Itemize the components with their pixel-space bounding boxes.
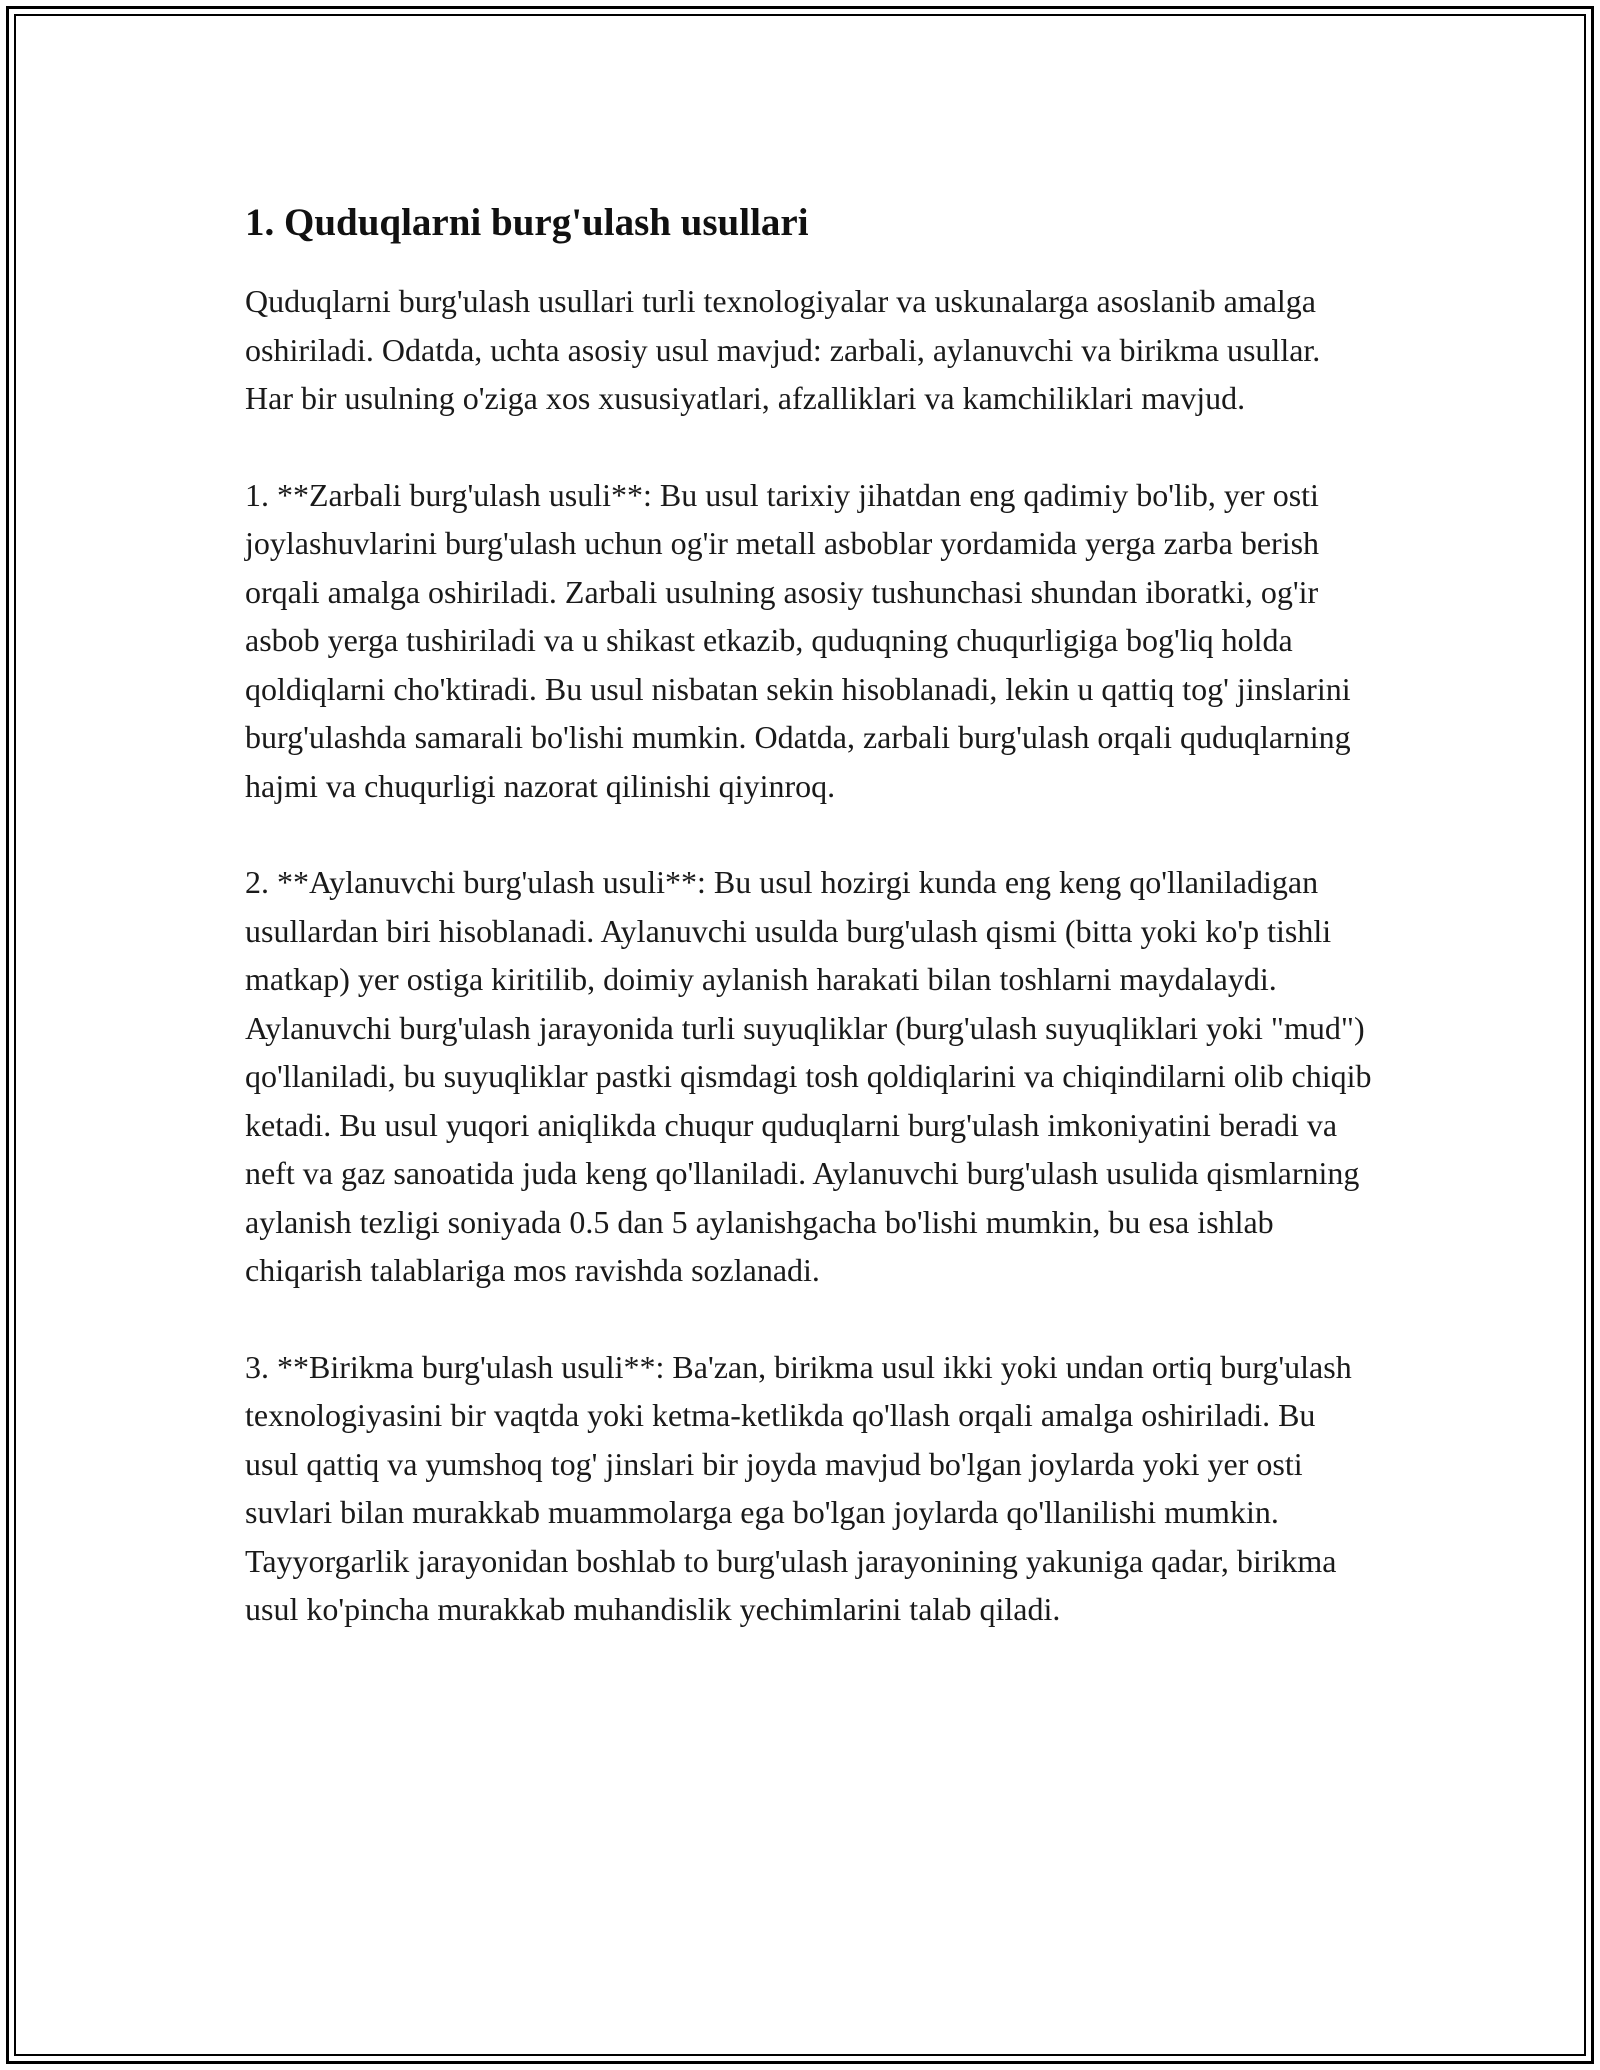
intro-paragraph: Quduqlarni burg'ulash usullari turli texnologiyalar va uskunalarga asoslanib amalga oshiriladi. Odatda, uchta asosiy usul mavjud: zarbali, aylanuvchi va birikma usullar. Har bir usulning o'ziga xos xususiyatlari, afzalliklari va kamchiliklari mavjud.: [245, 283, 1321, 416]
paragraph-rotary-drilling: 2. **Aylanuvchi burg'ulash usuli**: Bu usul hozirgi kunda eng keng qo'llaniladigan usullardan biri hisoblanadi. Aylanuvchi usulda burg'ulash qismi (bitta yoki ko'p tishli matkap) yer ostiga kiritilib, doimiy aylanish harakati bilan toshlarni maydalaydi. Aylanuvchi burg'ulash jarayonida turli suyuqliklar (burg'ulash suyuqliklari yoki "mud") qo'llaniladi, bu suyuqliklar pastki qismdagi tosh qoldiqlarini va chiqindilarni olib chiqib ketadi. Bu usul yuqori aniqlikda chuqur quduqlarni burg'ulash imkoniyatini beradi va neft va gaz sanoatida juda keng qo'llaniladi. Aylanuvchi burg'ulash usulida qismlarning aylanish tezligi soniyada 0.5 dan 5 aylanishgacha bo'lishi mumkin, bu esa ishlab chiqarish talablariga mos ravishda sozlanadi.: [245, 864, 1372, 1288]
document-title: 1. Quduqlarni burg'ulash usullari: [245, 201, 809, 244]
paragraph-combined-drilling: 3. **Birikma burg'ulash usuli**: Ba'zan, birikma usul ikki yoki undan ortiq burg'ulash texnologiyasini bir vaqtda yoki ketma-ketlikda qo'llash orqali amalga oshiriladi. Bu usul qattiq va yumshoq tog' jinslari bir joyda mavjud bo'lgan joylarda yoki yer osti suvlari bilan murakkab muammolarga ega bo'lgan joylarda qo'llanilishi mumkin. Tayyorgarlik jarayonidan boshlab to burg'ulash jarayonining yakuniga qadar, birikma usul ko'pincha murakkab muhandislik yechimlarini talab qiladi.: [245, 1348, 1352, 1627]
page-frame: [6, 6, 1594, 2064]
paragraph-percussion-drilling: 1. **Zarbali burg'ulash usuli**: Bu usul tarixiy jihatdan eng qadimiy bo'lib, yer osti joylashuvlarini burg'ulash uchun og'ir metall asboblar yordamida yerga zarba berish orqali amalga oshiriladi. Zarbali usulning asosiy tushunchasi shundan iboratki, og'ir asbob yerga tushiriladi va u shikast etkazib, quduqning chuqurligiga bog'liq holda qoldiqlarni cho'ktiradi. Bu usul nisbatan sekin hisoblanadi, lekin u qattiq tog' jinslarini burg'ulashda samarali bo'lishi mumkin. Odatda, zarbali burg'ulash orqali quduqlarning hajmi va chuqurligi nazorat qilinishi qiyinroq.: [245, 476, 1351, 804]
document-body: [245, 195, 1375, 1682]
